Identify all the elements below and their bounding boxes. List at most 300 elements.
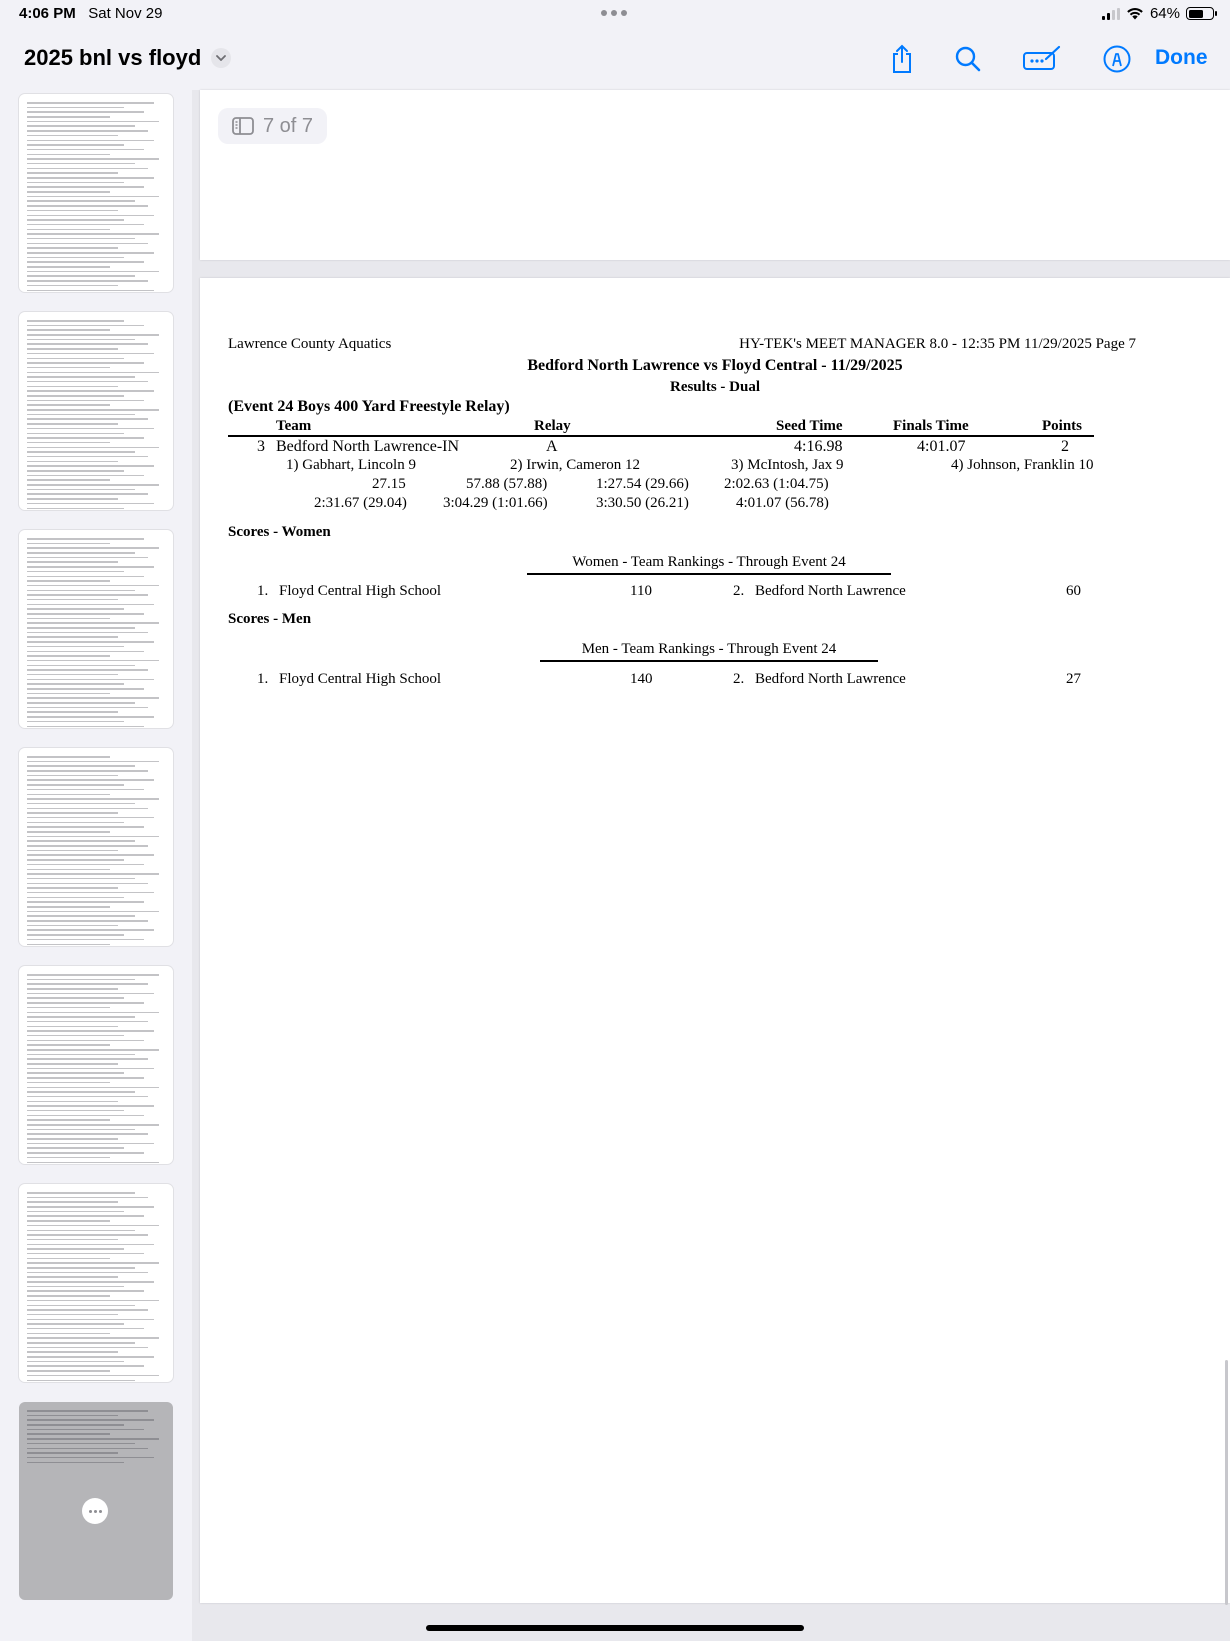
thumbnail-line: [27, 864, 144, 866]
thumbnail-line: [27, 437, 144, 439]
split: 3:30.50 (26.21): [596, 495, 689, 511]
page-thumbnails-sidebar[interactable]: [0, 90, 192, 1641]
markup-toolbar-button[interactable]: [1022, 43, 1062, 75]
thumbnail-line: [27, 1012, 159, 1014]
thumbnail-line: [27, 1143, 154, 1145]
thumbnail-line: [27, 702, 135, 704]
thumbnail-line: [27, 897, 124, 899]
thumbnail-line: [27, 770, 148, 772]
thumbnail-line: [27, 290, 154, 292]
thumbnail-line: [27, 125, 135, 127]
thumbnail-line: [27, 200, 135, 202]
thumbnail-line: [27, 808, 148, 810]
split: 4:01.07 (56.78): [736, 495, 829, 511]
thumbnail-line: [27, 154, 110, 156]
thumbnail-line: [27, 878, 135, 880]
thumbnail-line: [27, 665, 135, 667]
page-thumbnail-1[interactable]: [19, 94, 173, 292]
sidebar-toggle-icon: [232, 117, 254, 135]
thumbnail-line: [27, 1091, 135, 1093]
previous-page: [200, 90, 1230, 260]
col-seed-time: Seed Time: [776, 418, 843, 434]
thumbnail-line: [27, 789, 144, 791]
thumbnail-line: [27, 915, 135, 917]
thumbnail-line: [27, 339, 135, 341]
thumbnail-line: [27, 925, 118, 927]
chevron-down-icon[interactable]: [211, 48, 231, 68]
thumbnail-line: [27, 1133, 148, 1135]
relay-seed-time: 4:16.98: [794, 438, 843, 455]
thumbnail-content: [27, 1192, 165, 1374]
thumbnail-line: [27, 660, 159, 662]
split: 2:31.67 (29.04): [314, 495, 407, 511]
thumbnail-line: [27, 461, 118, 463]
markup-pen-button[interactable]: [1101, 43, 1133, 75]
thumbnail-line: [27, 163, 135, 165]
thumbnail-line: [27, 850, 118, 852]
thumbnail-line: [27, 869, 110, 871]
thumbnail-line: [27, 543, 110, 545]
thumbnail-line: [27, 111, 144, 113]
thumbnail-line: [27, 683, 124, 685]
thumbnail-line: [27, 1328, 144, 1330]
thumbnail-line: [27, 636, 118, 638]
battery-percent: 64%: [1149, 5, 1180, 22]
thumbnail-line: [27, 669, 148, 671]
thumbnail-line: [27, 697, 159, 699]
search-icon: [954, 45, 982, 73]
split: 1:27.54 (29.66): [596, 476, 689, 492]
thumbnail-line: [27, 1129, 135, 1131]
thumbnail-line: [27, 944, 110, 946]
thumbnail-line: [27, 130, 148, 132]
thumbnail-line: [27, 840, 135, 842]
thumbnail-line: [27, 1448, 148, 1450]
thumbnail-line: [27, 803, 135, 805]
women-team-2: Bedford North Lawrence: [755, 583, 906, 599]
thumbnail-line: [27, 1162, 159, 1164]
thumbnail-line: [27, 1082, 110, 1084]
thumbnail-content: [27, 102, 165, 284]
thumbnail-line: [27, 765, 135, 767]
scroll-indicator[interactable]: [1225, 1360, 1228, 1605]
thumbnail-line: [27, 158, 159, 160]
thumbnail-line: [27, 1361, 124, 1363]
thumbnail-line: [27, 1309, 148, 1311]
thumbnail-line: [27, 826, 144, 828]
thumbnail-line: [27, 177, 154, 179]
thumbnail-line: [27, 1314, 118, 1316]
swimmer-4: 4) Johnson, Franklin 10: [951, 457, 1094, 473]
thumbnail-line: [27, 1206, 154, 1208]
thumbnail-line: [27, 557, 148, 559]
thumbnail-line: [27, 1342, 135, 1344]
status-time: [19, 5, 162, 22]
thumbnail-content: [27, 320, 165, 502]
thumbnail-line: [27, 381, 148, 383]
thumbnail-line: [27, 1337, 159, 1339]
women-rankings-title: Women - Team Rankings - Through Event 24: [572, 554, 846, 570]
thumbnail-line: [27, 688, 144, 690]
thumbnail-line: [27, 1267, 135, 1269]
thumbnail-line: [27, 271, 159, 273]
thumbnail-line: [27, 243, 148, 245]
thumbnail-line: [27, 121, 159, 123]
page-thumbnail-6[interactable]: [19, 1184, 173, 1382]
thumbnail-line: [27, 1220, 110, 1222]
thumbnail-line: [27, 1110, 124, 1112]
multitasking-dots-icon[interactable]: [601, 10, 627, 16]
thumbnail-line: [27, 1157, 110, 1159]
thumbnail-line: [27, 561, 118, 563]
thumbnail-line: [27, 186, 144, 188]
men-rankings-title: Men - Team Rankings - Through Event 24: [581, 641, 837, 657]
thumbnail-line: [27, 252, 154, 254]
thumbnail-line: [27, 707, 148, 709]
wifi-icon: [1126, 7, 1144, 20]
thumbnail-line: [27, 883, 148, 885]
thumbnail-line: [27, 343, 148, 345]
thumbnail-line: [27, 1044, 110, 1046]
thumbnail-line: [27, 1152, 144, 1154]
thumbnail-line: [27, 205, 148, 207]
thumbnail-line: [27, 191, 110, 193]
thumbnail-line: [27, 1215, 144, 1217]
thumbnail-line: [27, 1276, 118, 1278]
thumbnail-line: [27, 285, 118, 287]
thumbnail-line: [27, 353, 154, 355]
thumbnail-line: [27, 1290, 144, 1292]
thumbnail-line: [27, 215, 154, 217]
page-thumbnail-5[interactable]: [19, 966, 173, 1164]
thumbnail-line: [27, 1419, 154, 1421]
page-indicator[interactable]: [218, 108, 327, 144]
thumbnail-line: [27, 196, 159, 198]
thumbnail-line: [27, 238, 135, 240]
thumbnail-line: [27, 622, 159, 624]
thumbnail-line: [27, 257, 124, 259]
done-button[interactable]: Done: [1155, 46, 1208, 69]
thumbnail-line: [27, 779, 154, 781]
thumbnail-line: [27, 911, 159, 913]
col-points: Points: [1042, 418, 1083, 434]
thumbnail-line: [27, 1230, 135, 1232]
thumbnail-line: [27, 798, 159, 800]
thumbnail-line: [27, 503, 154, 505]
thumbnail-line: [27, 1443, 135, 1445]
thumbnail-line: [27, 390, 154, 392]
thumbnail-line: [27, 465, 154, 467]
thumbnail-line: [27, 845, 148, 847]
men-rankings-rule: [540, 660, 878, 662]
thumbnail-line: [27, 1356, 154, 1358]
thumbnail-line: [27, 144, 124, 146]
thumbnail-line: [27, 756, 110, 758]
women-rank-2: 2.: [733, 583, 745, 599]
thumbnail-line: [27, 627, 135, 629]
thumbnail-line: [27, 456, 148, 458]
event-heading: (Event 24 Boys 400 Yard Freestyle Relay): [228, 398, 510, 415]
thumbnail-line: [27, 812, 118, 814]
thumbnail-line: [27, 247, 118, 249]
women-score-2: 60: [1066, 583, 1081, 599]
thumbnail-line: [27, 107, 124, 109]
thumbnail-line: [27, 395, 124, 397]
thumbnail-line: [27, 182, 124, 184]
thumbnail-line: [27, 1147, 124, 1149]
thumbnail-line: [27, 325, 144, 327]
thumbnail-line: [27, 892, 154, 894]
thumbnail-line: [27, 1197, 148, 1199]
thumbnail-line: [27, 348, 118, 350]
thumbnail-line: [27, 1234, 148, 1236]
scores-men-heading: Scores - Men: [228, 611, 312, 627]
thumbnail-line: [27, 1333, 110, 1335]
more-options-icon[interactable]: [82, 1498, 108, 1524]
thumbnail-line: [27, 576, 144, 578]
thumbnail-line: [27, 1244, 154, 1246]
thumbnail-line: [27, 1380, 135, 1382]
thumbnail-line: [27, 1026, 118, 1028]
thumbnail-line: [27, 585, 159, 587]
thumbnail-line: [27, 1115, 144, 1117]
men-team-2: Bedford North Lawrence: [755, 671, 906, 687]
thumbnail-line: [27, 1319, 154, 1321]
thumbnail-line: [27, 1058, 148, 1060]
col-team: Team: [276, 418, 312, 434]
page-thumbnail-3[interactable]: [19, 530, 173, 728]
thumbnail-line: [27, 1429, 144, 1431]
thumbnail-line: [27, 1105, 154, 1107]
thumbnail-line: [27, 651, 144, 653]
thumbnail-line: [27, 376, 135, 378]
thumbnail-line: [27, 887, 118, 889]
thumbnail-line: [27, 1272, 148, 1274]
men-score-1: 140: [630, 671, 653, 687]
thumbnail-line: [27, 646, 124, 648]
home-indicator[interactable]: [426, 1625, 804, 1631]
thumbnail-line: [27, 993, 154, 995]
thumbnail-line: [27, 873, 159, 875]
thumbnail-line: [27, 329, 110, 331]
thumbnail-line: [27, 1365, 144, 1367]
thumbnail-line: [27, 566, 154, 568]
thumbnail-line: [27, 266, 110, 268]
page-thumbnail-7[interactable]: [19, 1402, 173, 1600]
thumbnail-line: [27, 1096, 148, 1098]
thumbnail-line: [27, 475, 144, 477]
thumbnail-line: [27, 1262, 159, 1264]
thumbnail-content: [27, 756, 165, 938]
thumbnail-line: [27, 1016, 135, 1018]
thumbnail-line: [27, 988, 118, 990]
current-page: [200, 278, 1230, 1603]
relay-place: 3: [257, 438, 265, 455]
thumbnail-line: [27, 571, 124, 573]
markup-toolbar-icon: [1022, 45, 1062, 73]
share-icon: [889, 44, 915, 74]
thumbnail-line: [27, 102, 154, 104]
split: 2:02.63 (1:04.75): [724, 476, 829, 492]
page-thumbnail-2[interactable]: [19, 312, 173, 510]
relay-letter: A: [546, 438, 558, 455]
thumbnail-line: [27, 1002, 144, 1004]
thumbnail-line: [27, 784, 124, 786]
markup-pen-icon: [1102, 44, 1132, 74]
thumbnail-line: [27, 219, 124, 221]
thumbnail-line: [27, 418, 148, 420]
thumbnail-line: [27, 580, 110, 582]
thumbnail-line: [27, 1239, 118, 1241]
thumbnail-line: [27, 674, 118, 676]
thumbnail-line: [27, 538, 144, 540]
thumbnail-line: [27, 1295, 110, 1297]
thumbnail-line: [27, 711, 118, 713]
thumbnail-line: [27, 775, 118, 777]
thumbnail-line: [27, 1077, 144, 1079]
thumbnail-line: [27, 1253, 144, 1255]
thumbnail-line: [27, 447, 159, 449]
thumbnail-line: [27, 1452, 118, 1454]
relay-points: 2: [1061, 438, 1069, 455]
thumbnail-line: [27, 641, 154, 643]
thumbnail-line: [27, 280, 148, 282]
date: Sat Nov 29: [88, 5, 163, 22]
share-button[interactable]: [886, 43, 918, 75]
thumbnail-line: [27, 233, 159, 235]
document-title: 2025 bnl vs floyd: [24, 45, 202, 70]
thumbnail-line: [27, 1211, 124, 1213]
thumbnail-line: [27, 979, 135, 981]
swimmer-2: 2) Irwin, Cameron 12: [510, 457, 640, 473]
thumbnail-line: [27, 599, 118, 601]
thumbnail-line: [27, 552, 135, 554]
thumbnail-line: [27, 1457, 154, 1459]
thumbnail-line: [27, 1323, 124, 1325]
thumbnail-line: [27, 1424, 124, 1426]
thumbnail-line: [27, 508, 124, 510]
thumbnail-line: [27, 1281, 154, 1283]
thumbnail-line: [27, 1248, 124, 1250]
document-view[interactable]: [192, 90, 1230, 1641]
thumbnail-line: [27, 1305, 135, 1307]
thumbnail-line: [27, 1124, 159, 1126]
women-rankings-rule: [527, 573, 891, 575]
thumbnail-line: [27, 1370, 110, 1372]
thumbnail-line: [27, 1007, 110, 1009]
thumbnail-line: [27, 470, 124, 472]
thumbnail-line: [27, 1063, 118, 1065]
thumbnail-line: [27, 822, 124, 824]
thumbnail-line: [27, 655, 110, 657]
header-rule: [228, 435, 1094, 437]
meet-title: Bedford North Lawrence vs Floyd Central - 11/29/2025: [527, 357, 903, 374]
split: 57.88 (57.88): [466, 476, 548, 492]
thumbnail-line: [27, 1462, 124, 1464]
thumbnail-line: [27, 983, 148, 985]
thumbnail-line: [27, 794, 110, 796]
thumbnail-line: [27, 386, 118, 388]
col-relay: Relay: [534, 418, 571, 434]
thumbnail-line: [27, 1040, 144, 1042]
thumbnail-line: [27, 433, 124, 435]
thumbnail-line: [27, 261, 144, 263]
thumbnail-line: [27, 721, 124, 723]
women-score-1: 110: [630, 583, 652, 599]
thumbnail-line: [27, 1138, 118, 1140]
thumbnail-line: [27, 400, 144, 402]
men-rank-1: 1.: [257, 671, 269, 687]
thumbnail-line: [27, 726, 144, 728]
thumbnail-line: [27, 854, 154, 856]
thumbnail-line: [27, 423, 118, 425]
thumbnail-line: [27, 901, 144, 903]
thumbnail-line: [27, 1072, 124, 1074]
thumbnail-line: [27, 358, 124, 360]
thumbnail-line: [27, 1101, 118, 1103]
thumbnail-line: [27, 1351, 118, 1353]
thumbnail-line: [27, 275, 135, 277]
thumbnail-line: [27, 1192, 135, 1194]
document-title-button[interactable]: [24, 45, 231, 71]
thumbnail-line: [27, 404, 110, 406]
thumbnail-line: [27, 1054, 135, 1056]
thumbnail-line: [27, 1201, 118, 1203]
scores-women-heading: Scores - Women: [228, 524, 331, 540]
thumbnail-line: [27, 224, 144, 226]
report-software: HY-TEK's MEET MANAGER 8.0 - 12:35 PM 11/29/2025 Page 7: [739, 336, 1136, 352]
thumbnail-line: [27, 229, 110, 231]
thumbnail-line: [27, 362, 144, 364]
thumbnail-line: [27, 334, 159, 336]
thumbnail-line: [27, 906, 110, 908]
thumbnail-line: [27, 679, 154, 681]
results-subtitle: Results - Dual: [669, 379, 760, 395]
thumbnail-line: [27, 1286, 124, 1288]
thumbnail-line: [27, 817, 154, 819]
thumbnail-line: [27, 1433, 110, 1435]
thumbnail-line: [27, 372, 159, 374]
thumbnail-line: [27, 320, 124, 322]
thumbnail-line: [27, 608, 124, 610]
thumbnail-line: [27, 135, 118, 137]
women-team-1: Floyd Central High School: [279, 583, 442, 599]
thumbnail-line: [27, 498, 118, 500]
search-button[interactable]: [952, 43, 984, 75]
thumbnail-line: [27, 716, 154, 718]
thumbnail-line: [27, 613, 144, 615]
thumbnail-line: [27, 367, 110, 369]
thumbnail-line: [27, 761, 159, 763]
thumbnail-line: [27, 1300, 159, 1302]
thumbnail-line: [27, 693, 110, 695]
thumbnail-line: [27, 859, 124, 861]
page-thumbnail-4[interactable]: [19, 748, 173, 946]
thumbnail-line: [27, 1049, 159, 1051]
women-rank-1: 1.: [257, 583, 269, 599]
thumbnail-line: [27, 920, 148, 922]
thumbnail-line: [27, 172, 118, 174]
thumbnail-line: [27, 836, 159, 838]
thumbnail-line: [27, 451, 135, 453]
thumbnail-line: [27, 414, 135, 416]
split: 3:04.29 (1:01.66): [443, 495, 548, 511]
thumbnail-line: [27, 210, 118, 212]
thumbnail-line: [27, 168, 148, 170]
col-finals-time: Finals Time: [893, 418, 969, 434]
thumbnail-line: [27, 484, 159, 486]
swimmer-1: 1) Gabhart, Lincoln 9: [286, 457, 416, 473]
